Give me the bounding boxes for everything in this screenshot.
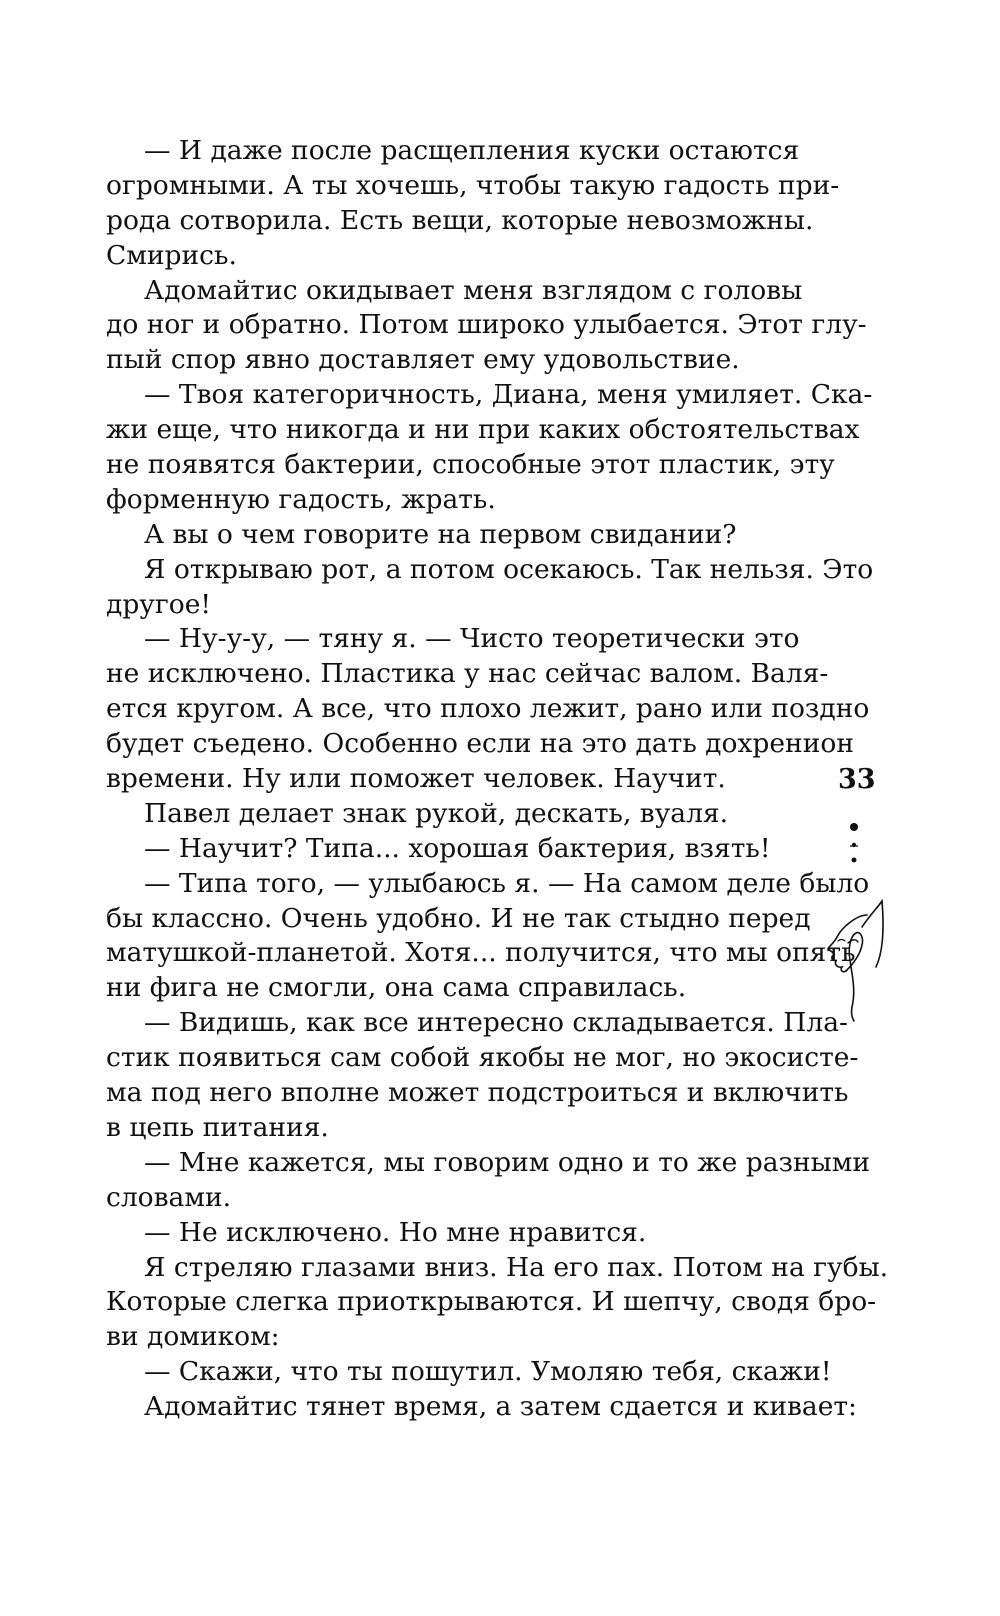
text-line: ется кругом. А все, что плохо лежит, рано или поздно [106, 693, 870, 725]
text-line: будет съедено. Особенно если на это дать дохренион [106, 728, 854, 760]
text-line: — И даже после расщепления куски остаются [144, 135, 800, 166]
text-line: не исключено. Пластика у нас сейчас валом. Валя- [106, 658, 829, 690]
page-number: 33 [838, 764, 876, 795]
ornament-dot [852, 858, 857, 863]
text-line: Смирись. [106, 239, 237, 271]
text-line: ни фига не смогли, она сама справилась. [106, 972, 687, 1004]
text-line: словами. [106, 1181, 232, 1213]
text-line: — Научит? Типа... хорошая бактерия, взять! [144, 832, 771, 864]
text-line: — Типа того, — улыбаюсь я. — На самом деле было [144, 867, 870, 899]
ornament-face-line [848, 940, 858, 943]
text-line: до ног и обратно. Потом широко улыбается. Этот глу- [106, 309, 867, 341]
ornament-face-line [838, 940, 845, 942]
text-line: ма под него вполне может подстроиться и включить [106, 1077, 849, 1109]
text-line: Адомайтис тянет время, а затем сдается и кивает: [144, 1391, 857, 1423]
text-line: огромными. А ты хочешь, чтобы такую гадость при- [106, 169, 840, 201]
text-line: А вы о чем говорите на первом свидании? [144, 518, 737, 550]
text-line: Я открываю рот, а потом осекаюсь. Так нельзя. Это [144, 553, 874, 585]
text-line: — Не исключено. Но мне нравится. [144, 1216, 647, 1248]
face-line-art-icon [812, 815, 892, 1030]
text-line: жи еще, что никогда и ни при каких обстоятельствах [106, 414, 860, 446]
ornament-face-line [862, 901, 883, 967]
text-line: бы классно. Очень удобно. И не так стыдно перед [106, 902, 811, 934]
text-line: — Твоя категоричность, Диана, меня умиляет. Ска- [144, 379, 873, 411]
ornament-face-line [846, 933, 863, 1021]
text-line: Павел делает знак рукой, дескать, вуаля. [144, 797, 729, 829]
text-line: Адомайтис окидывает меня взглядом с головы [144, 274, 803, 306]
text-line: Которые слегка приоткрываются. И шепчу, сводя бро- [106, 1286, 877, 1318]
text-line: матушкой-планетой. Хотя... получится, что мы опять [106, 937, 856, 969]
text-line: — Скажи, что ты пошутил. Умоляю тебя, скажи! [144, 1356, 832, 1388]
ornament-dot [850, 823, 858, 831]
text-line: форменную гадость, жрать. [106, 483, 496, 515]
text-line: не появятся бактерии, способные этот пластик, эту [106, 449, 835, 481]
text-line: другое! [106, 588, 212, 620]
text-line: — Мне кажется, мы говорим одно и то же разными [144, 1146, 870, 1178]
text-line: ви домиком: [106, 1321, 280, 1353]
text-line: рода сотворила. Есть вещи, которые невозможны. [106, 204, 814, 236]
text-line: пый спор явно доставляет ему удовольствие. [106, 344, 740, 376]
text-line: стик появиться сам собой якобы не мог, но экосисте- [106, 1042, 859, 1074]
text-line: времени. Ну или поможет человек. Научит. [106, 763, 726, 795]
text-line: Я стреляю глазами вниз. На его пах. Потом на губы. [144, 1251, 889, 1283]
text-line: — Ну-у-у, — тяну я. — Чисто теоретически это [144, 623, 800, 655]
text-line: — Видишь, как все интересно складывается. Пла- [144, 1007, 848, 1039]
text-line: в цепь питания. [106, 1111, 329, 1143]
